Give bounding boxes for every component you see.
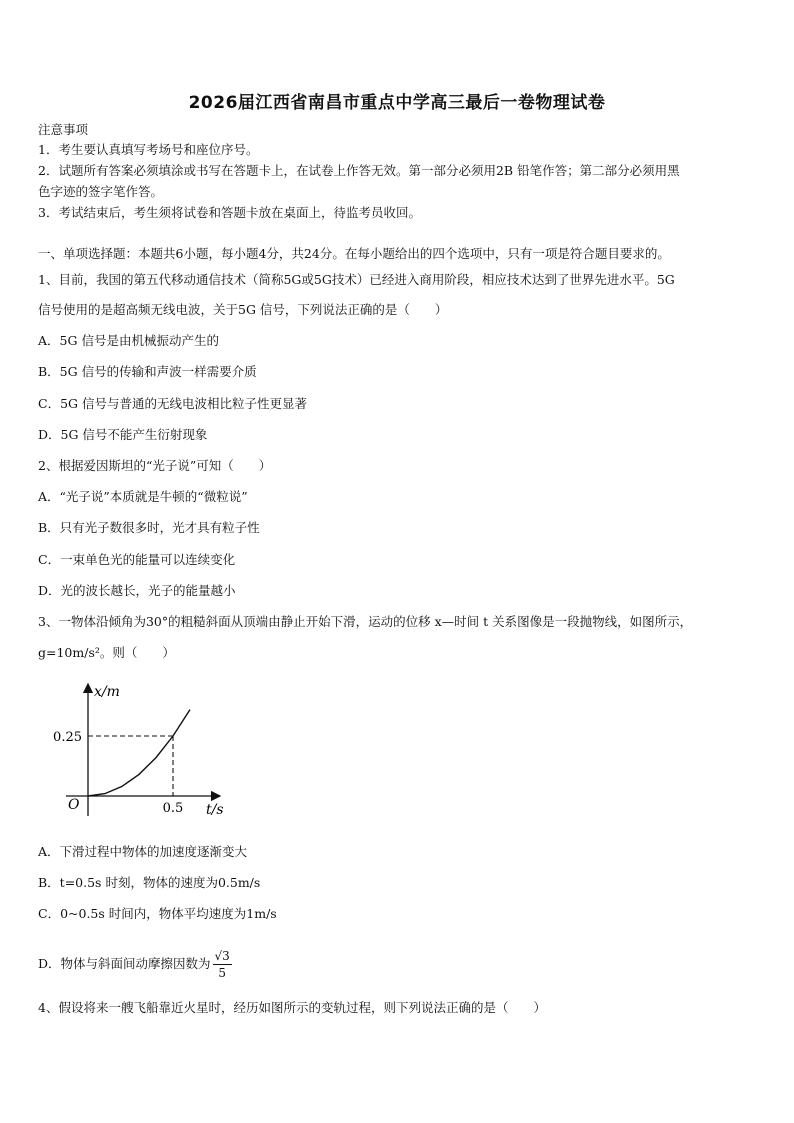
- q3-option-b: B．t=0.5s 时刻，物体的速度为0.5m/s: [38, 875, 261, 890]
- q2-stem: 2、根据爱因斯坦的“光子说”可知（ ）: [38, 458, 272, 473]
- q1-stem-line2: 信号使用的是超高频无线电波，关于5G 信号，下列说法正确的是（ ）: [38, 302, 448, 317]
- q3-option-d: [38, 944, 760, 984]
- q3-stem-line1: 3、一物体沿倾角为30°的粗糙斜面从顶端由静止开始下滑，运动的位移 x—时间 t 关系图像是一段抛物线，如图所示，: [38, 614, 693, 629]
- fraction-denominator: 5: [218, 965, 226, 980]
- q3-option-c: C．0~0.5s 时间内，物体平均速度为1m/s: [38, 906, 277, 921]
- series-curve: [88, 710, 190, 796]
- xt-graph: [38, 676, 238, 826]
- page-title: 2026届江西省南昌市重点中学高三最后一卷物理试卷: [188, 93, 606, 113]
- q2-option-a: A．“光子说”本质就是牛顿的“微粒说”: [38, 489, 248, 504]
- note-item-3: 3．考试结束后，考生须将试卷和答题卡放在桌面上，待监考员收回。: [38, 205, 421, 220]
- q1-option-c: C．5G 信号与普通的无线电波相比粒子性更显著: [38, 396, 307, 411]
- y-tick-label: 0.25: [53, 730, 82, 745]
- note-item-2-cont: 色字迹的签字笔作答。: [38, 184, 164, 199]
- q2-option-b: B．只有光子数很多时，光才具有粒子性: [38, 520, 260, 535]
- fraction-numerator: √3: [214, 948, 230, 963]
- q2-option-c: C．一束单色光的能量可以连续变化: [38, 552, 236, 567]
- q1-option-a: A．5G 信号是由机械振动产生的: [38, 333, 219, 348]
- note-item-2: 2．试题所有答案必须填涂或书写在答题卡上，在试卷上作答无效。第一部分必须用2B 铅笔作答；第二部分必须用黑: [38, 163, 680, 178]
- q1-option-b: B．5G 信号的传输和声波一样需要介质: [38, 364, 257, 379]
- notes-heading: 注意事项: [38, 122, 89, 137]
- q4-stem: 4、假设将来一艘飞船靠近火星时，经历如图所示的变轨过程，则下列说法正确的是（ ）: [38, 1000, 546, 1015]
- section-heading: 一、单项选择题：本题共6小题，每小题4分，共24分。在每小题给出的四个选项中，只有一项是符合题目要求的。: [38, 246, 670, 261]
- origin-label: O: [68, 797, 80, 813]
- q3-option-a: A．下滑过程中物体的加速度逐渐变大: [38, 844, 248, 859]
- q1-stem-line1: 1、目前，我国的第五代移动通信技术（简称5G或5G技术）已经进入商用阶段，相应技术达到了世界先进水平。5G: [38, 272, 675, 287]
- q1-option-d: D．5G 信号不能产生衍射现象: [38, 427, 208, 442]
- y-axis-label: x/m: [94, 684, 120, 700]
- fraction: [213, 948, 232, 981]
- x-tick-label: 0.5: [162, 801, 184, 816]
- note-item-1: 1．考生要认真填写考场号和座位序号。: [38, 142, 259, 157]
- x-axis-label: t/s: [206, 802, 224, 818]
- q3-stem-line2: g=10m/s²。则（ ）: [38, 645, 175, 660]
- q2-option-d: D．光的波长越长，光子的能量越小: [38, 583, 236, 598]
- q3-option-d-text: D．物体与斜面间动摩擦因数为: [38, 956, 211, 971]
